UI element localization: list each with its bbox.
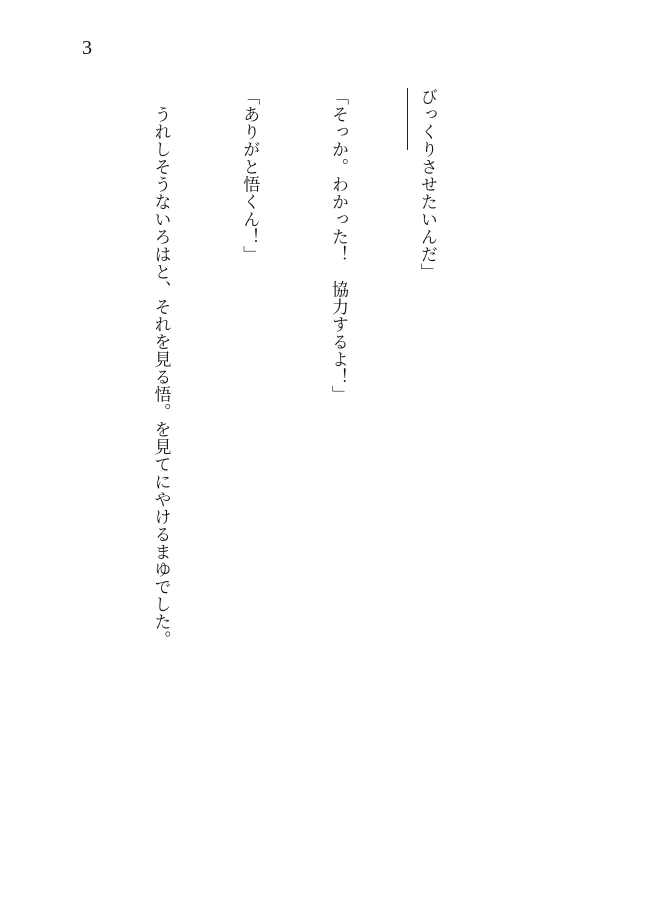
page-number: 3 <box>82 37 92 59</box>
text-line: 「そっか。わかった！ 協力するよ！」 <box>328 88 349 403</box>
text-line: びっくりさせたいんだ」 <box>416 88 437 281</box>
scene-break-rule <box>407 88 408 150</box>
text-line: 「ありがと悟くん！」 <box>239 88 260 263</box>
text-line: うれしそうないろはと、それを見る悟。を見てにやけるまゆでした。 <box>150 88 171 648</box>
scene-break-spacer <box>56 88 86 808</box>
vertical-text-body <box>0 88 500 808</box>
